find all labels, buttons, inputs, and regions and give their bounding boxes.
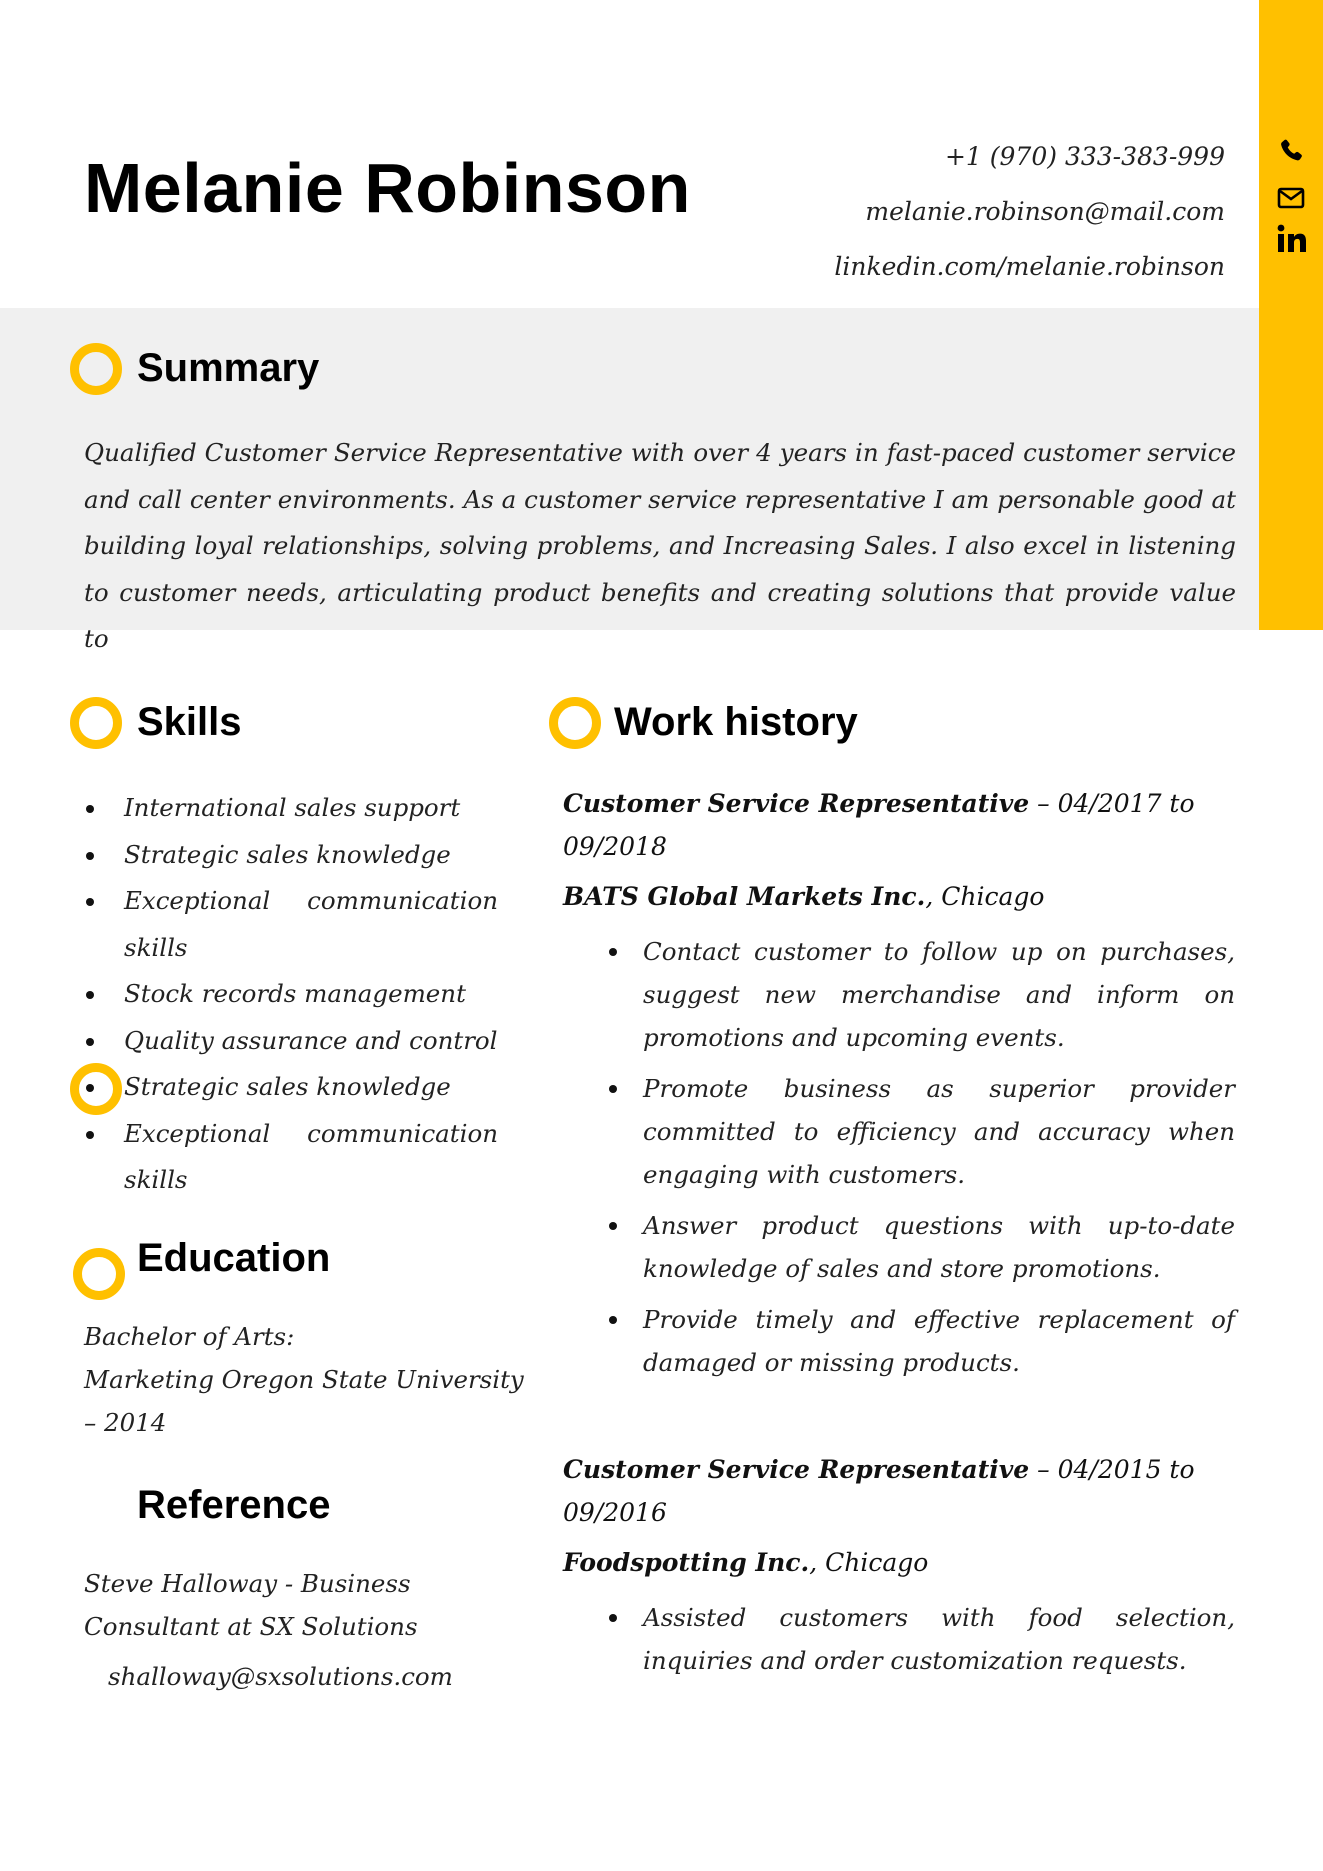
contact-email[interactable]: melanie.robinson@mail.com (865, 197, 1225, 226)
job-location: , Chicago (925, 882, 1045, 911)
reference-line1: Steve Halloway - Business (84, 1569, 411, 1598)
skill-item: Exceptional communication skills (84, 878, 498, 971)
job-company-name: Foodspotting Inc. (563, 1548, 810, 1577)
job-dates: – 04/2017 to 09/2018 (563, 789, 1195, 861)
skill-item: Quality assurance and control (84, 1018, 498, 1065)
skill-item: Exceptional communication skills (84, 1111, 498, 1204)
duty-item: Contact customer to follow up on purchases, suggest new merchandise and inform on promotions and upcoming events. (563, 930, 1235, 1059)
stray-ring-icon (70, 1063, 122, 1115)
job-company (563, 1548, 928, 1577)
summary-ring-icon (70, 343, 122, 395)
contact-linkedin-clip (834, 252, 1225, 281)
contact-linkedin[interactable]: linkedin.com/melanie.robinson (834, 252, 1225, 281)
skill-item: Stock records management (84, 971, 498, 1018)
education-year: – 2014 (84, 1408, 167, 1437)
job-title-text: Customer Service Representative (563, 789, 1030, 818)
skills-list (84, 785, 498, 1204)
work-title: Work history (614, 700, 858, 744)
job-duties (563, 1596, 1235, 1690)
mail-icon (1277, 186, 1305, 210)
page-bottom-whitespace (0, 1700, 1323, 1871)
reference-line2: Consultant at SX Solutions (84, 1612, 418, 1641)
education-ring-icon (73, 1248, 125, 1300)
skills-ring-icon (70, 697, 122, 749)
duty-item: Answer product questions with up-to-date knowledge of sales and store promotions. (563, 1204, 1235, 1290)
job-title-text: Customer Service Representative (563, 1455, 1030, 1484)
job-company (563, 882, 1044, 911)
duty-item: Assisted customers with food selection, inquiries and order customization requests. (563, 1596, 1235, 1682)
education-school: Marketing Oregon State University (84, 1365, 524, 1394)
phone-icon (1277, 136, 1305, 166)
reference-email[interactable]: shalloway@sxsolutions.com (108, 1662, 453, 1691)
duty-item: Provide timely and effective replacement of damaged or missing products. (563, 1298, 1235, 1384)
reference-title: Reference (137, 1483, 331, 1527)
summary-text: Qualified Customer Service Representative with over 4 years in fast-paced customer service and call center environments. As a customer service representative I am personable good at building loyal relationships, solving problems, and Increasing Sales. I also excel in listening to customer needs, articulating product benefits and creating solutions that provide value to (84, 438, 1236, 653)
duty-item: Promote business as superior provider committed to efficiency and accuracy when engaging with customers. (563, 1067, 1235, 1196)
education-degree: Bachelor of Arts: (84, 1322, 295, 1351)
job-dates: – 04/2015 to 09/2016 (563, 1455, 1195, 1527)
job-location: , Chicago (809, 1548, 929, 1577)
skills-title: Skills (137, 700, 242, 744)
skill-item: International sales support (84, 785, 498, 832)
work-ring-icon (549, 697, 601, 749)
skill-item: Strategic sales knowledge (84, 832, 498, 879)
linkedin-icon (1277, 224, 1307, 254)
job-duties (563, 930, 1235, 1392)
contact-phone[interactable]: +1 (970) 333-383-999 (944, 142, 1225, 171)
job-company-name: BATS Global Markets Inc. (563, 882, 926, 911)
job-title (563, 782, 1235, 868)
education-title: Education (137, 1236, 331, 1280)
accent-sidebar (1259, 0, 1323, 630)
summary-title: Summary (137, 346, 320, 390)
job-title (563, 1448, 1235, 1534)
candidate-name: Melanie Robinson (84, 149, 691, 227)
skill-item: Strategic sales knowledge (84, 1064, 498, 1111)
